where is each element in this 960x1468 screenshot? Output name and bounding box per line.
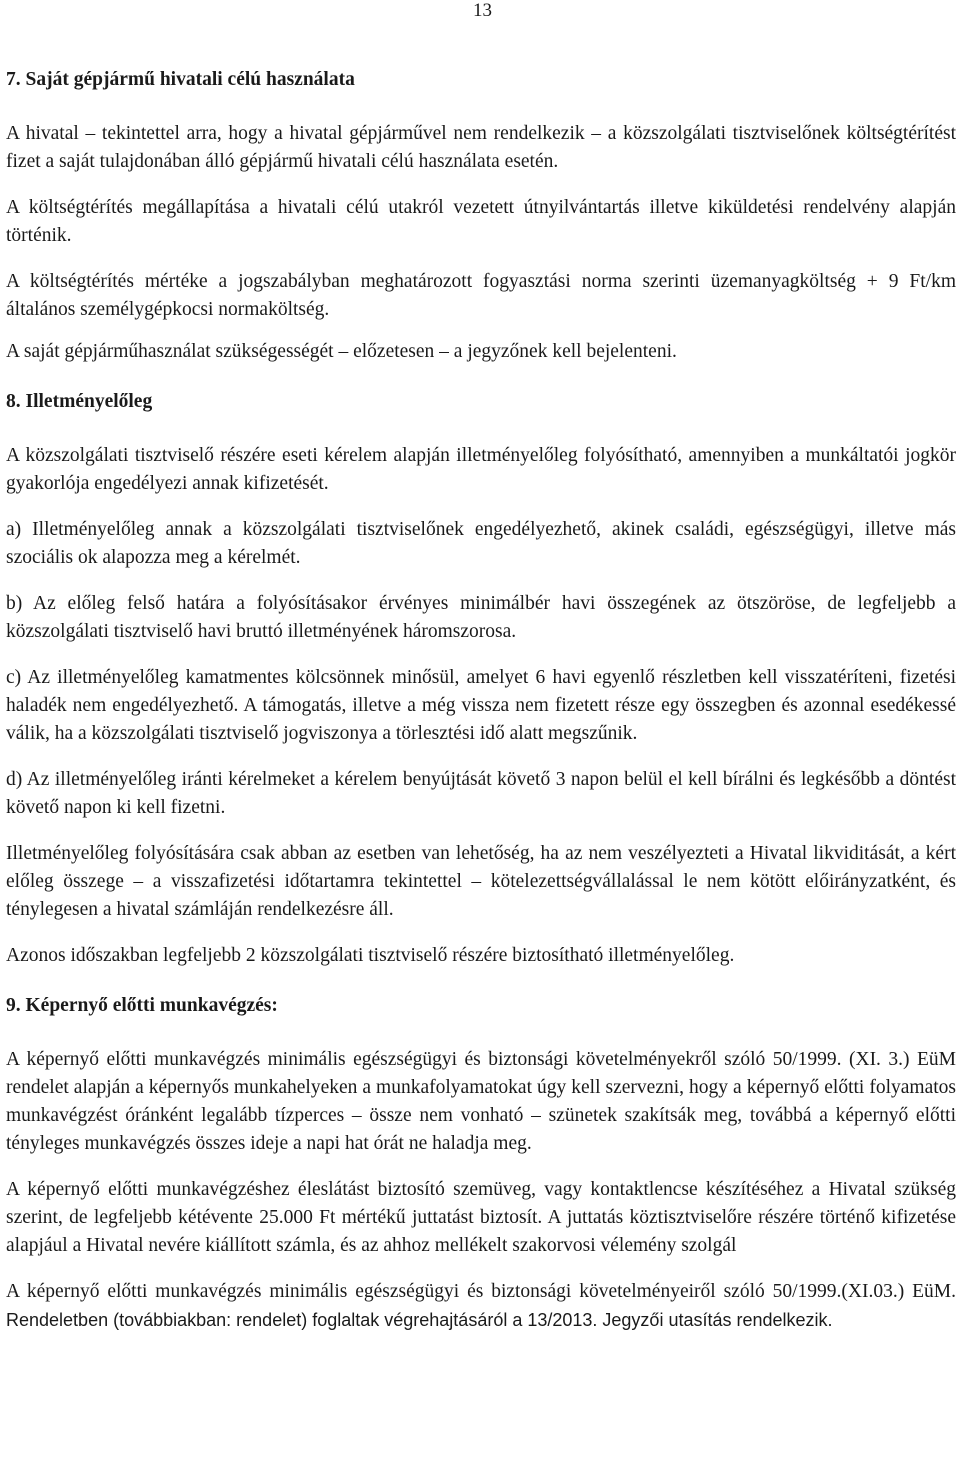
section-7-paragraph-2: A költségtérítés megállapítása a hivatali célú utakról vezetett útnyilvántartás illetve kiküldetési rendelvény alapján történik. [6, 197, 956, 246]
section-8-paragraph-c: c) Az illetményelőleg kamatmentes kölcsönnek minősül, amelyet 6 havi egyenlő részletben kell visszatéríteni, fizetési haladék nem engedélyezhető. A támogatás, illetve a még vissza nem fizetett része egy összegben és azonnal esedékessé válik, ha a közszolgálati tisztviselő jogviszonya a törlesztési idő alatt megszűnik. [6, 667, 956, 744]
section-8-heading: 8. Illetményelőleg [6, 391, 153, 412]
section-7-paragraph-4: A saját gépjárműhasználat szükségességét – előzetesen – a jegyzőnek kell bejelenteni. [6, 341, 677, 362]
section-8-paragraph-a: a) Illetményelőleg annak a közszolgálati tisztviselőnek engedélyezhető, akinek családi, egészségügyi, illetve más szociális ok alapozza meg a kérelmét. [6, 519, 956, 568]
section-8-paragraph-2: Illetményelőleg folyósítására csak abban az esetben van lehetőség, ha az nem veszélyezteti a Hivatal likviditását, a kért előleg összege – a visszafizetési időtartamra tekintettel – kötelezettségvállalással le nem kötött előirányzatként, és ténylegesen a hivatal számláján rendelkezésre áll. [6, 843, 956, 920]
section-9-paragraph-3-part-1: A képernyő előtti munkavégzés minimális egészségügyi és biztonsági követelményeiről szóló 50/1999.(XI.03.) EüM. [6, 1281, 956, 1302]
section-8-paragraph-b: b) Az előleg felső határa a folyósításakor érvényes minimálbér havi összegének az ötszöröse, de legfeljebb a közszolgálati tisztviselő havi bruttó illetményének háromszorosa. [6, 593, 956, 642]
section-9-paragraph-2: A képernyő előtti munkavégzéshez éleslátást biztosító szemüveg, vagy kontaktlencse készítéséhez a Hivatal szükség szerint, de legfeljebb kétévente 25.000 Ft mértékű juttatást biztosít. A juttatás köztisztviselőre részére történő kifizetése alapjául a Hivatal nevére kiállított számla, és az ahhoz mellékelt szakorvosi vélemény szolgál [6, 1179, 956, 1256]
section-9-heading: 9. Képernyő előtti munkavégzés: [6, 995, 278, 1016]
section-8-paragraph-d: d) Az illetményelőleg iránti kérelmeket a kérelem benyújtását követő 3 napon belül el kell bírálni és legkésőbb a döntést követő napon ki kell fizetni. [6, 769, 956, 818]
section-7-paragraph-1: A hivatal – tekintettel arra, hogy a hivatal gépjárművel nem rendelkezik – a közszolgálati tisztviselőnek költségtérítést fizet a saját tulajdonában álló gépjármű hivatali célú használata esetén. [6, 123, 956, 172]
section-7-paragraph-3: A költségtérítés mértéke a jogszabályban meghatározott fogyasztási norma szerinti üzemanyagköltség + 9 Ft/km általános személygépkocsi normaköltség. [6, 271, 956, 320]
page-number: 13 [473, 0, 492, 21]
section-9-paragraph-3 [6, 1278, 956, 1335]
section-8-paragraph-3: Azonos időszakban legfeljebb 2 közszolgálati tisztviselő részére biztosítható illetményelőleg. [6, 945, 735, 966]
section-7-heading: 7. Saját gépjármű hivatali célú használata [6, 69, 355, 90]
section-9-paragraph-1: A képernyő előtti munkavégzés minimális egészségügyi és biztonsági követelményekről szóló 50/1999. (XI. 3.) EüM rendelet alapján a képernyős munkahelyeken a munkafolyamatokat úgy kell szervezni, hogy a képernyő előtti folyamatos munkavégzést óránként legalább tízperces – össze nem vonható – szünetek szakítsák meg, továbbá a képernyő előtti tényleges munkavégzés összes ideje a napi hat órát ne haladja meg. [6, 1049, 956, 1154]
section-9-paragraph-3-part-2: Rendeletben (továbbiakban: rendelet) foglaltak végrehajtásáról a 13/2013. Jegyzői utasítás rendelkezik. [6, 1310, 833, 1330]
document-body [6, 66, 956, 1335]
section-8-paragraph-1: A közszolgálati tisztviselő részére eseti kérelem alapján illetményelőleg folyósítható, amennyiben a munkáltatói jogkör gyakorlója engedélyezi annak kifizetését. [6, 445, 956, 494]
